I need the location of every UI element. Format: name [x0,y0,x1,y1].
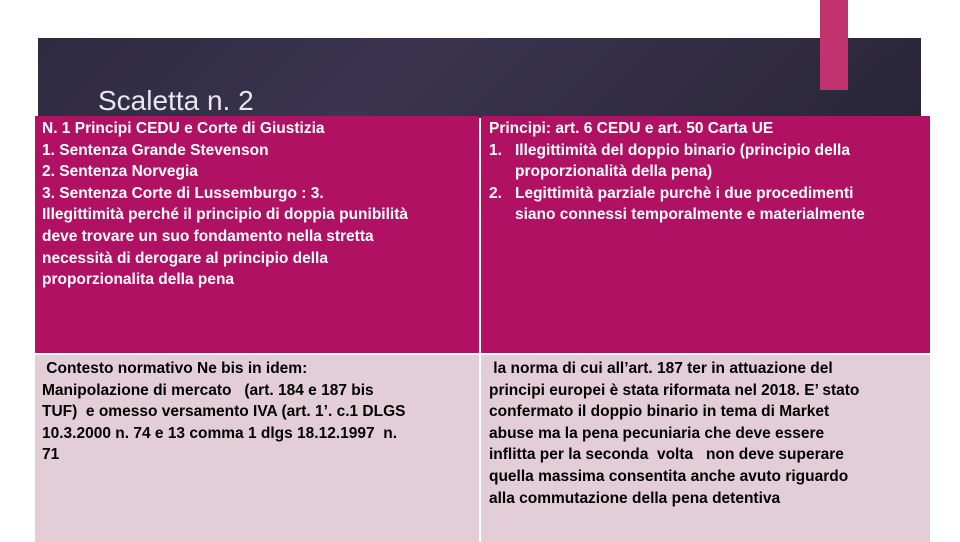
item-number: 2. [489,184,502,202]
text-line: TUF) e omesso versamento IVA (art. 1’. c.1 DLGS [42,403,406,421]
text-line: inflitta per la seconda volta non deve superare [489,446,844,464]
text-line: Illegittimità del doppio binario (principio della [515,141,850,159]
text-line: 3. Sentenza Corte di Lussemburgo : 3. [42,184,324,202]
text-line: deve trovare un suo fondamento nella stretta [42,227,374,245]
text-line: principi europei è stata riformata nel 2018. E’ stato [489,381,860,399]
text-line: 2. Sentenza Norvegia [42,163,198,181]
text-line: abuse ma la pena pecuniaria che deve essere [489,424,825,442]
text-line: proporzionalita della pena [42,271,235,289]
text-line: 71 [42,446,60,464]
text-line: la norma di cui all’art. 187 ter in attuazione del [489,360,833,377]
cell-heading: Principi: art. 6 CEDU e art. 50 Carta UE [489,120,774,137]
slide-title: Scaletta n. 2 [98,85,254,116]
item-number: 1. [489,141,502,159]
list-item [489,183,926,226]
content-table [35,116,930,542]
text-line: N. 1 Principi CEDU e Corte di Giustizia [42,120,325,137]
text-line: necessità di derogare al principio della [42,249,328,267]
text-line: quella massima consentita anche avuto riguardo [489,467,849,485]
list-item [489,140,926,183]
text-line: Legittimità parziale purchè i due procedimenti [515,184,854,202]
cell-reform-note [481,355,930,542]
text-line: proporzionalità della pena) [515,163,713,181]
text-line: Contesto normativo Ne bis in idem: [42,360,308,377]
cell-principles-articles [481,116,930,353]
text-line: confermato il doppio binario in tema di Market [489,403,830,421]
text-line: Manipolazione di mercato (art. 184 e 187 bis [42,381,374,399]
text-line: siano connessi temporalmente e materialmente [515,206,865,224]
text-line: 1. Sentenza Grande Stevenson [42,141,269,159]
text-line: Illegittimità perché il principio di doppia punibilità [42,206,408,224]
text-line: 10.3.2000 n. 74 e 13 comma 1 dlgs 18.12.1997 n. [42,424,398,442]
accent-bar [820,0,848,90]
text-line: alla commutazione della pena detentiva [489,489,781,507]
cell-normative-context [35,355,479,542]
cell-cedu-principles [35,116,479,353]
